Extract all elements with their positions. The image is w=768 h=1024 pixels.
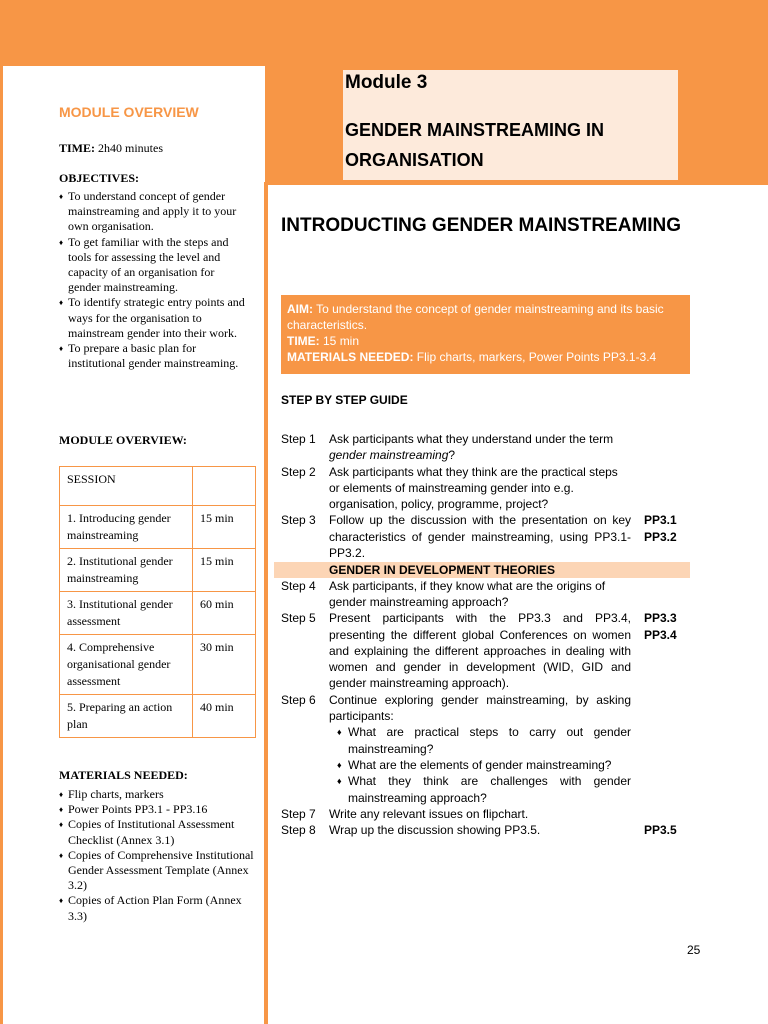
step-number: Step 6	[281, 692, 316, 707]
table-row	[60, 549, 256, 592]
table-row	[60, 506, 256, 549]
session-header: SESSION	[60, 467, 193, 506]
objective-item: ♦ To identify strategic entry points and ways for the organisation to mainstream gender into their work.	[59, 295, 249, 341]
aim-box	[281, 295, 690, 374]
gid-heading: GENDER IN DEVELOPMENT THEORIES	[329, 563, 556, 577]
step-text-tail: ?	[448, 448, 456, 463]
module-title: GENDER MAINSTREAMING IN ORGANISATION	[345, 120, 605, 170]
time-header	[193, 467, 256, 506]
table-row	[60, 635, 256, 695]
step-text: Follow up the discussion with the presentation on key characteristics of gender mainstreaming, using PP3.1-PP3.2.	[329, 513, 631, 561]
material-item: ♦ Copies of Institutional Assessment Checklist (Annex 3.1)	[59, 817, 254, 847]
material-item: ♦ Copies of Comprehensive Institutional Gender Assessment Template (Annex 3.2)	[59, 848, 254, 894]
module-overview-subheading: MODULE OVERVIEW:	[59, 433, 187, 447]
step-2	[281, 464, 701, 513]
step-number: Step 4	[281, 578, 316, 593]
step-6	[281, 692, 701, 806]
materials-heading: MATERIALS NEEDED:	[59, 768, 188, 782]
pp-ref: PP3.5	[644, 823, 677, 838]
time-label: TIME:	[59, 141, 95, 155]
top-orange-band	[0, 0, 768, 66]
question-item: ♦ What are the elements of gender mainstreaming?	[337, 757, 631, 773]
module-overview-heading: MODULE OVERVIEW	[59, 104, 199, 120]
aim-text: To understand the concept of gender mainstreaming and its basic characteristics.	[287, 302, 664, 332]
aim-time-label: TIME:	[287, 334, 320, 348]
step-text: Continue exploring gender mainstreaming, by asking participants:	[329, 692, 631, 724]
session-title: INTRODUCTING GENDER MAINSTREAMING	[281, 215, 682, 236]
materials-list	[59, 787, 254, 924]
left-orange-border	[0, 66, 3, 1024]
session-time: 40 min	[193, 695, 256, 738]
objective-item: ♦ To prepare a basic plan for institutional gender mainstreaming.	[59, 341, 249, 371]
session-time: 15 min	[193, 549, 256, 592]
question-item: ♦ What they think are challenges with gender mainstreaming approach?	[337, 773, 631, 806]
step-text: Present participants with the PP3.3 and PP3.4, presenting the different global Conferences on women and explaining the different approaches in dealing with women and gender in development (WID, GID and gender mainstreaming approach).	[329, 611, 631, 691]
question-item: ♦ What are practical steps to carry out gender mainstreaming?	[337, 724, 631, 757]
step-text: Ask participants what they think are the practical steps or elements of mainstreaming gender into e.g. organisation, policy, programme, project?	[329, 464, 618, 512]
aim-materials-label: MATERIALS NEEDED:	[287, 350, 414, 364]
material-item: ♦ Flip charts, markers	[59, 787, 254, 802]
step-6-questions	[329, 724, 631, 805]
session-name: 2. Institutional gender mainstreaming	[60, 549, 193, 592]
session-time: 15 min	[193, 506, 256, 549]
step-italic-term: gender mainstreaming	[329, 448, 449, 463]
pp-ref	[644, 512, 677, 545]
session-table	[59, 466, 256, 738]
objective-item: ♦ To get familiar with the steps and tools for assessing the level and capacity of an organisation for gender mainstreaming.	[59, 235, 249, 296]
aim-materials-value: Flip charts, markers, Power Points PP3.1-3.4	[413, 350, 657, 364]
step-7	[281, 806, 701, 822]
material-item: ♦ Power Points PP3.1 - PP3.16	[59, 802, 254, 817]
material-item: ♦ Copies of Action Plan Form (Annex 3.3)	[59, 893, 254, 923]
step-guide-heading: STEP BY STEP GUIDE	[281, 393, 408, 407]
session-time: 30 min	[193, 635, 256, 695]
module-time	[59, 141, 163, 156]
pp-ref-2: PP3.2	[644, 529, 677, 544]
step-number: Step 8	[281, 823, 316, 838]
step-5	[281, 610, 701, 691]
step-number: Step 5	[281, 611, 316, 626]
step-3	[281, 512, 701, 561]
step-8	[281, 822, 701, 838]
header-divider	[268, 182, 768, 185]
session-time: 60 min	[193, 592, 256, 635]
session-name: 4. Comprehensive organisational gender assessment	[60, 635, 193, 695]
aim-time-value: 15 min	[319, 334, 360, 348]
aim-label: AIM:	[287, 302, 313, 316]
column-divider	[264, 182, 268, 1024]
step-4	[281, 578, 701, 611]
step-text: Wrap up the discussion showing PP3.5.	[329, 823, 541, 838]
objectives-list	[59, 189, 249, 371]
pp-ref-1: PP3.1	[644, 513, 677, 528]
table-row	[60, 592, 256, 635]
time-value: 2h40 minutes	[98, 141, 163, 155]
step-text: Ask participants, if they know what are the origins of gender mainstreaming approach?	[329, 578, 606, 609]
objectives-heading: OBJECTIVES:	[59, 171, 140, 185]
session-name: 1. Introducing gender mainstreaming	[60, 506, 193, 549]
pp-ref	[644, 610, 677, 643]
page-number: 25	[687, 943, 701, 957]
step-number: Step 3	[281, 513, 316, 528]
step-number: Step 2	[281, 464, 316, 479]
table-row	[60, 695, 256, 738]
gid-spacer	[281, 561, 701, 577]
step-text: Ask participants what they understand under the term	[329, 432, 614, 446]
module-number: Module 3	[345, 72, 428, 93]
session-name: 3. Institutional gender assessment	[60, 592, 193, 635]
step-text: Write any relevant issues on flipchart.	[329, 806, 529, 821]
pp-ref-1: PP3.3	[644, 611, 677, 626]
step-number: Step 7	[281, 806, 316, 821]
steps-list	[281, 431, 701, 838]
table-header-row	[60, 467, 256, 506]
objective-item: ♦ To understand concept of gender mainstreaming and apply it to your own organisation.	[59, 189, 249, 235]
step-1	[281, 431, 701, 464]
pp-ref-2: PP3.4	[644, 627, 677, 642]
session-name: 5. Preparing an action plan	[60, 695, 193, 738]
step-number: Step 1	[281, 432, 316, 446]
